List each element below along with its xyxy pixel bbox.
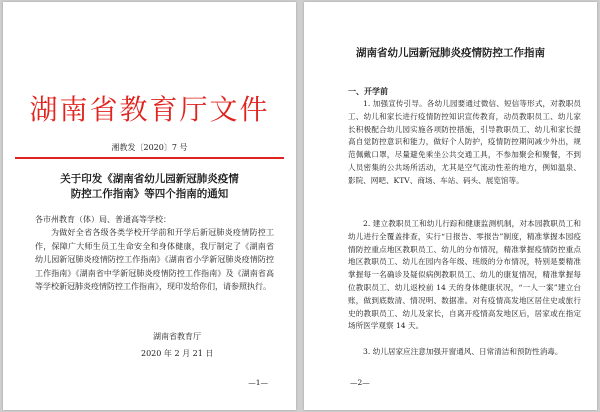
document-page-2: [304, 2, 597, 410]
document-page-1: [3, 2, 296, 410]
red-divider-line: [15, 157, 284, 159]
signing-date: 2020 年 2 月 21 日: [141, 349, 214, 358]
page-number: —2—: [350, 378, 370, 387]
paragraph-1: 1. 加强宣传引导。各幼儿园要通过微信、短信等形式，对教职员工、幼儿和家长进行疫情防控知识宣传教育，动员教职员工、幼儿家长积极配合幼儿园实施各项防控措施，引导教职员工、幼儿和家长提高自觉防控意识和能力，做好个人防护，疫情防控期间减少外出，规范佩戴口罩，尽量避免乘坐公共交通工具，不参加聚会和聚餐，不到人员密集的公共场所活动，尤其是空气流动性差的地方，例如温泉、影院、网吧、KTV、商场、车站、码头、展览馆等。: [348, 99, 581, 185]
notice-body: 为做好全省各级各类学校开学前和开学后新冠肺炎疫情防控工作，保障广大师生员工生命安全和身体健康，我厅制定了《湖南省幼儿园新冠肺炎疫情防控工作指南》《湖南省小学新冠肺炎疫情防控工作指南》《湖南省中学新冠肺炎疫情防控工作指南》及《湖南省高等学校新冠肺炎疫情防控工作指南》，现印发给你们，请参照执行。: [35, 228, 274, 292]
guideline-title: 湖南省幼儿园新冠肺炎疫情防控工作指南: [356, 47, 545, 59]
signatory: 湖南省教育厅: [153, 332, 201, 341]
document-number: 湘教发〔2020〕7 号: [111, 143, 188, 152]
notice-title: 关于印发《湖南省幼儿园新冠肺炎疫情防控工作指南》等四个指南的通知: [60, 173, 239, 200]
red-header-title: 湖南省教育厅文件: [29, 93, 270, 126]
paragraph-2: 2. 建立教职员工和幼儿行踪和健康监测机制，对本园教职员工和幼儿进行全覆盖排查，实行“日报告、零报告”制度，精准掌握本园疫情防控重点地区教职员工、幼儿的分布情况，精准掌握疫情防控重点地区教职员工、幼儿在园内各年级、班级的分布情况，特别是要精准掌握每一名确诊及疑似病例教职员工、幼儿的康复情况，精准掌握每位教职员工、幼儿返校前 14 天的身体健康状况，“一人一案”建立台账，做到底数清、情况明、数据准。对有疫情高发地区居住史或旅行史的教职员工、幼儿及家长，自离开疫情高发地区后，居家或在指定场所医学观察 14 天。: [348, 219, 581, 331]
paragraph-3: 3. 幼儿居家应注意加强开窗通风、日常清洁和预防性消毒。: [363, 347, 563, 356]
page-number: —1—: [248, 378, 268, 387]
section-heading: 一、开学前: [348, 86, 388, 96]
addressee: 各市州教育（体）局、普通高等学校：: [35, 215, 171, 224]
